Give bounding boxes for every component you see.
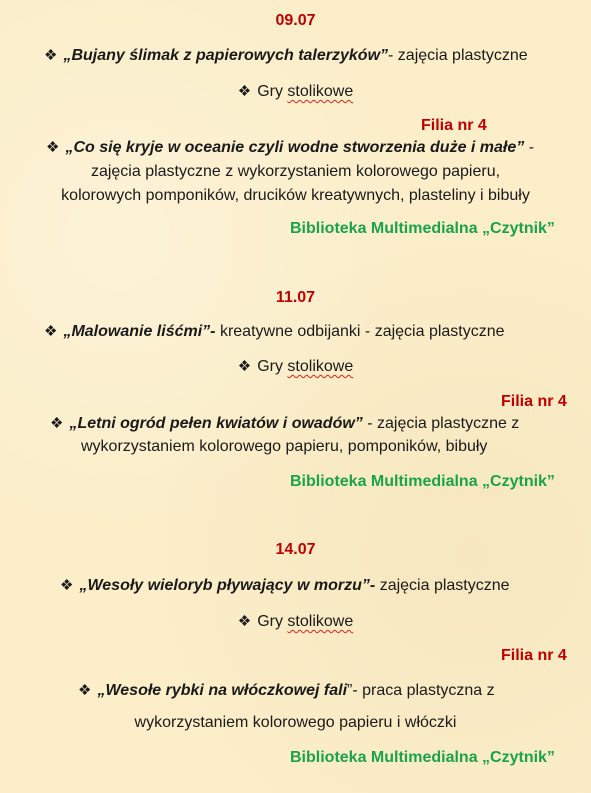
event-title: „Wesołe rybki na włóczkowej fali xyxy=(97,682,348,699)
event-item xyxy=(44,322,505,341)
event-title: „Malowanie liśćmi”- xyxy=(63,323,216,340)
event-description-line: kolorowych pomponików, drucików kreatywnych, plasteliny i bibuły xyxy=(61,187,530,204)
branch-label: Filia nr 4 xyxy=(501,647,567,664)
event-description-line: wykorzystaniem kolorowego papieru i włóczki xyxy=(134,714,457,731)
event-description: - zajęcia plastyczne xyxy=(388,47,528,64)
event-description-line: wykorzystaniem kolorowego papieru, pomponików, bibuły xyxy=(81,438,488,455)
event-description: kreatywne odbijanki - zajęcia plastyczne xyxy=(215,323,505,340)
event-description: ”- praca plastyczna z xyxy=(347,682,495,699)
event-item xyxy=(50,414,519,433)
event-item xyxy=(78,681,495,700)
event-title: „Letni ogród pełen kwiatów i owadów” xyxy=(69,415,363,432)
diamond-bullet-icon: ❖ xyxy=(44,323,58,340)
event-description: stolikowe xyxy=(287,358,354,375)
diamond-bullet-icon: ❖ xyxy=(237,358,252,375)
date-heading: 14.07 xyxy=(275,541,316,558)
event-item xyxy=(44,46,528,65)
library-label: Biblioteka Multimedialna „Czytnik” xyxy=(290,749,555,766)
diamond-bullet-icon: ❖ xyxy=(46,139,60,156)
branch-label: Filia nr 4 xyxy=(421,117,487,134)
event-item xyxy=(0,357,591,376)
event-description: Gry xyxy=(257,613,288,630)
event-description: Gry xyxy=(257,83,288,100)
event-title: „Co się kryje w oceanie czyli wodne stworzenia duże i małe” xyxy=(65,139,525,156)
event-description: Gry xyxy=(257,358,288,375)
library-label: Biblioteka Multimedialna „Czytnik” xyxy=(290,220,555,237)
branch-label: Filia nr 4 xyxy=(501,393,567,410)
diamond-bullet-icon: ❖ xyxy=(60,577,74,594)
library-label: Biblioteka Multimedialna „Czytnik” xyxy=(290,473,555,490)
event-description: - zajęcia plastyczne z xyxy=(362,415,520,432)
diamond-bullet-icon: ❖ xyxy=(237,613,252,630)
event-title: „Wesoły wieloryb pływający w morzu”- xyxy=(79,577,376,594)
event-description: stolikowe xyxy=(287,613,354,630)
event-description: - xyxy=(524,139,535,156)
date-heading: 11.07 xyxy=(275,289,316,306)
diamond-bullet-icon: ❖ xyxy=(44,47,58,64)
diamond-bullet-icon: ❖ xyxy=(50,415,64,432)
event-description-line: zajęcia plastyczne z wykorzystaniem kolorowego papieru, xyxy=(90,163,501,180)
diamond-bullet-icon: ❖ xyxy=(78,682,92,699)
event-item xyxy=(0,82,591,101)
date-heading: 09.07 xyxy=(275,12,316,29)
event-description: zajęcia plastyczne xyxy=(375,577,510,594)
event-description: stolikowe xyxy=(287,83,354,100)
event-item xyxy=(60,576,510,595)
diamond-bullet-icon: ❖ xyxy=(237,83,252,100)
event-item xyxy=(0,612,591,631)
event-item xyxy=(46,138,534,157)
event-title: „Bujany ślimak z papierowych talerzyków” xyxy=(63,47,389,64)
